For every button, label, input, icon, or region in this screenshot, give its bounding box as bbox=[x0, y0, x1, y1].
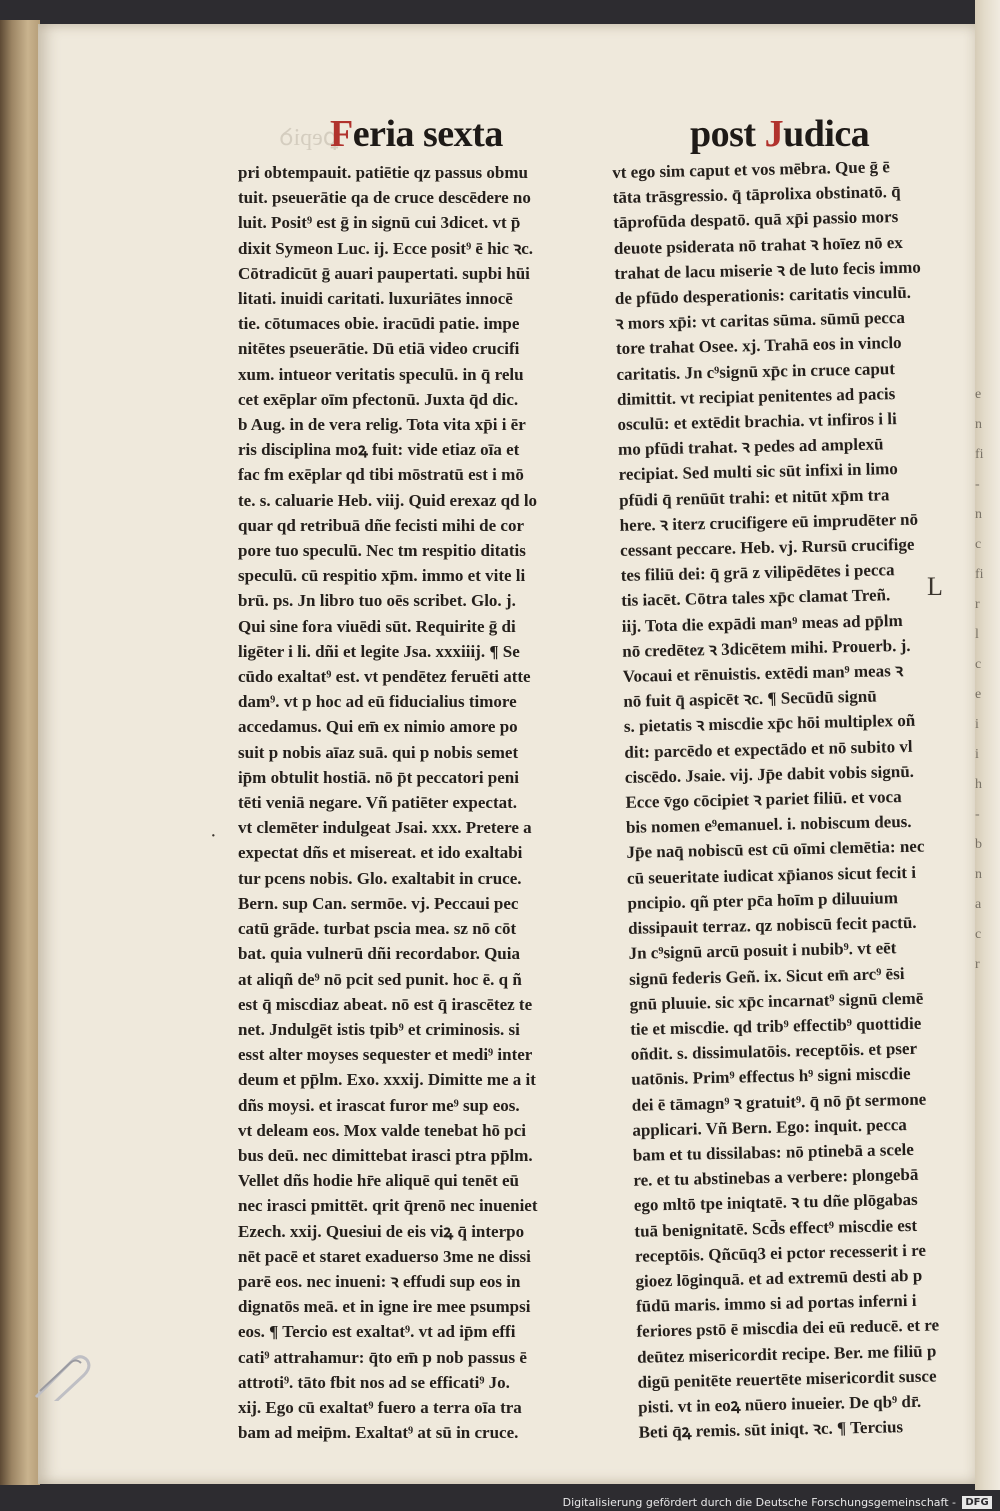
text-line: net. Jndulgēt istis tpib⁹ et criminosis. si bbox=[238, 1019, 520, 1039]
text-line: mo pfūdi trahat. ꝛ pedes ad amplexū bbox=[617, 434, 884, 460]
text-line: uatōnis. Prim⁹ effectus h⁹ signi miscdie bbox=[631, 1064, 911, 1090]
rubric-initial-j: J bbox=[764, 113, 784, 155]
text-line: vt deleam eos. Mox valde tenebat hō pci bbox=[238, 1120, 527, 1140]
dfg-logo: DFG bbox=[962, 1496, 992, 1509]
text-line: gnū pluuie. sic xp̄c incarnat⁹ signū clemē bbox=[629, 988, 924, 1014]
text-line: cet exēplar oīm pfectonū. Juxta q̄d dic. bbox=[238, 389, 519, 409]
text-line: signū federis Geñ. ix. Sicut em̄ arc⁹ ēsi bbox=[628, 963, 905, 989]
text-line: attroti⁹. tāto fbit nos ad se efficati⁹ Jo. bbox=[238, 1372, 510, 1392]
text-line: gioez lōginquā. et ad extremū desti ab p bbox=[635, 1265, 923, 1291]
text-line: deūtez misericordit recipe. Ber. me filiū p bbox=[636, 1341, 937, 1367]
text-line: iij. Tota die expādi man⁹ meas ad pp̄lm bbox=[621, 610, 903, 636]
text-line: dimittit. vt recipiat penitentes ad pacis bbox=[616, 383, 896, 409]
text-line: tāprofūda despatō. quā xp̄i passio mors bbox=[613, 207, 899, 233]
text-line: dissipauit terraz. qz nobiscū fecit pactū. bbox=[627, 912, 917, 938]
text-line: cessant peccare. Heb. vj. Rursū crucifige bbox=[619, 534, 915, 560]
text-line: re. et tu abstinebas a verbere: plongebā bbox=[633, 1164, 919, 1190]
text-column-right bbox=[612, 153, 959, 1445]
text-line: nec irasci pmittēt. qrit q̄renō nec inueniet bbox=[238, 1196, 538, 1216]
text-line: litati. inuidi caritati. luxuriātes innocē bbox=[238, 289, 513, 309]
text-line: ego mltō tpe iniqtatē. ꝛ tu dñe plōgabas bbox=[633, 1190, 918, 1216]
text-line: oñdit. s. dissimulatōis. receptōis. et pser bbox=[630, 1038, 918, 1064]
text-line: xij. Ego cū exaltat⁹ fuero a terra oīa tra bbox=[238, 1397, 522, 1417]
text-line: nō credētez ꝛ 3dicētem mihi. Prouerb. j. bbox=[622, 635, 911, 661]
text-line: bat. quia vulnerū dñi recordabor. Quia bbox=[238, 944, 520, 964]
text-line: bus deū. nec dimittebat irasci ptra pp̄lm. bbox=[238, 1145, 533, 1165]
text-line: speculū. cū respitio xp̄m. immo et vite li bbox=[238, 566, 526, 586]
text-line: dignatōs meā. et in igne ire mee psumpsi bbox=[238, 1297, 531, 1317]
text-line: Jp̄e naq̄ nobiscū est cū oīmi clemētia: nec bbox=[626, 837, 925, 863]
text-line: ip̄m obtulit hostiā. nō p̄t peccatori peni bbox=[238, 767, 519, 787]
text-line: expectat dñs et misereat. et ido exaltabi bbox=[238, 843, 523, 863]
text-line: at aliqñ de⁹ nō pcit sed punit. hoc ē. q ñ bbox=[238, 969, 522, 989]
text-line: tēti veniā negare. Vñ patiēter expectat. bbox=[238, 793, 518, 813]
paperclip-icon bbox=[32, 1345, 92, 1401]
text-line: Qui sine fora viuēdi sūt. Requirite ḡ di bbox=[238, 616, 516, 636]
rubric-initial-f: F bbox=[330, 113, 353, 155]
text-line: ligēter i li. dñi et legite Jsa. xxxiiij. ¶ Se bbox=[238, 641, 520, 661]
text-line: tuā benignitatē. Scd̄s effect⁹ miscdie est bbox=[634, 1215, 918, 1241]
text-line: dit: parcēdo et expectādo et nō subito vl bbox=[624, 736, 913, 762]
text-line: te. s. caluarie Heb. viij. Quid erexaz qd lo bbox=[238, 490, 538, 510]
text-line: tāta trāsgressio. q̄ tāprolixa obstinatō. q̄ bbox=[612, 182, 901, 208]
text-line: est q̄ miscdiaz abeat. nō est q̄ irascētez te bbox=[238, 994, 533, 1014]
text-line: luit. Posit⁹ est ḡ in signū cui 3dicet. vt p̄ bbox=[238, 213, 521, 233]
text-line: pncipio. qñ pter pc̄a hoīm p diluuium bbox=[627, 888, 899, 913]
text-line: pisti. vt in eoꝝ nūero inueier. De qb⁹ dr̄. bbox=[637, 1391, 922, 1417]
text-line: s. pietatis ꝛ miscdie xp̄c hōi multiplex oñ bbox=[623, 711, 916, 737]
text-line: suit p nobis aīaz suā. qui p nobis semet bbox=[238, 742, 519, 762]
text-line: vt clemēter indulgeat Jsai. xxx. Pretere a bbox=[238, 818, 532, 838]
text-line: xum. intueor veritatis speculū. in q̄ relu bbox=[238, 364, 524, 384]
text-line: ris disciplina moꝝ fuit: vide etiaz oīa et bbox=[238, 440, 520, 460]
text-line: dñs moysi. et irascat furor me⁹ sup eos. bbox=[238, 1095, 520, 1115]
text-line: tis iacēt. Cōtra tales xp̄c clamat Treñ. bbox=[621, 585, 891, 611]
text-line: cati⁹ attrahamur: q̄to em̄ p nob passus ē bbox=[238, 1347, 527, 1367]
text-line: de pfūdo desperationis: caritatis vinculū. bbox=[614, 282, 912, 308]
text-line: digū penitēte reuertēte misericordit susce bbox=[637, 1366, 937, 1392]
text-line: Vocaui et rēnuistis. extēdi man⁹ meas ꝛ bbox=[622, 661, 904, 686]
text-line: fūdū maris. immo si ad portas inferni i bbox=[635, 1291, 917, 1316]
text-line: parē eos. nec inueni: ꝛ effudi sup eos in bbox=[238, 1271, 521, 1291]
text-line: cū seueritate iudicat xp̄ianos sicut fecit i bbox=[626, 862, 917, 888]
text-line: feriores pstō ē miscdia dei eū reducē. et re bbox=[636, 1315, 940, 1342]
text-line: receptōis. Qñcūq3 ei pctor recesserit i re bbox=[634, 1240, 927, 1266]
text-line: ciscēdo. Jsaie. vij. Jp̄e dabit vobis signū. bbox=[624, 761, 915, 787]
text-line: quar qd retribuā dñe fecisti mihi de cor bbox=[238, 515, 525, 535]
running-head-right: post Judica bbox=[690, 113, 870, 155]
text-line: vt ego sim caput et vos mēbra. Que ḡ ē bbox=[612, 157, 891, 182]
text-line: bam ad meip̄m. Exaltat⁹ at sū in cruce. bbox=[238, 1423, 519, 1443]
text-line: pri obtempauit. patiētie qz passus obmu bbox=[238, 163, 528, 182]
margin-annotation: L bbox=[927, 572, 943, 601]
text-line: Ecce v̄go cōcipiet ꝛ pariet filiū. et voca bbox=[625, 787, 902, 812]
text-line: nitētes pseuerātie. Dū etiā video crucifi bbox=[238, 339, 520, 359]
text-line: osculū: et extēdit brachia. vt infiros i li bbox=[617, 409, 897, 434]
text-line: deuote psiderata nō trahat ꝛ hoīez nō ex bbox=[613, 232, 903, 258]
text-line: tuit. pseuerātie qa de cruce descēdere no bbox=[238, 188, 531, 208]
text-line: pfūdi q̄ renūūt trahi: et nitūt xp̄m tra bbox=[618, 484, 890, 510]
text-line: esst alter moyses sequester et medi⁹ inter bbox=[238, 1045, 533, 1065]
text-line: dei ē tāmagn⁹ ꝛ gratuit⁹. q̄ nō p̄t sermone bbox=[631, 1089, 927, 1115]
text-line: tur pcens nobis. Glo. exaltabit in cruce. bbox=[238, 868, 522, 888]
text-line: tie et miscdie. qd trib⁹ effectib⁹ quottidie bbox=[630, 1013, 922, 1039]
running-head-left: Feria sexta bbox=[330, 113, 503, 155]
text-line: brū. ps. Jn libro tuo oēs scribet. Glo. j. bbox=[238, 591, 516, 611]
text-line: deum et pp̄lm. Exo. xxxij. Dimitte me a it bbox=[238, 1070, 536, 1090]
text-line: tes filiū dei: q̄ grā z vilipēdētes i pecca bbox=[620, 560, 895, 586]
text-line: caritatis. Jn c⁹signū xp̄c in cruce caput bbox=[616, 358, 896, 384]
text-line: here. ꝛ iterz crucifigere eū imprudēter nō bbox=[619, 509, 919, 535]
text-line: dixit Symeon Luc. ij. Ecce posit⁹ ē hic ꝛc. bbox=[238, 238, 534, 258]
text-line: Bern. sup Can. sermōe. vj. Peccaui pec bbox=[238, 893, 519, 913]
text-column-left bbox=[238, 160, 550, 1445]
text-line: fac fm exēplar qd tibi mōstratū est i mō bbox=[238, 465, 524, 485]
text-line: nō fuit q̄ aspicēt ꝛc. ¶ Secūdū signū bbox=[623, 686, 877, 712]
text-line: Vellet dñs hodie hr̄e aliquē qui tenēt eū bbox=[238, 1171, 520, 1191]
book-page-edge-left bbox=[0, 20, 40, 1485]
text-line: pore tuo speculū. Nec tm respitio ditatis bbox=[238, 541, 526, 561]
text-line: Ezech. xxij. Quesiui de eis viꝝ q̄ interpo bbox=[238, 1221, 525, 1241]
text-line: Cōtradicūt ḡ auari paupertati. supbi hūi bbox=[238, 263, 530, 283]
text-line: cūdo exaltat⁹ est. vt pendētez feruēti atte bbox=[238, 667, 531, 687]
text-line: bis nomen e⁹emanuel. i. nobiscum deus. bbox=[625, 812, 912, 838]
text-line: tore trahat Osee. xj. Trahā eos in vinclo bbox=[615, 333, 902, 359]
text-line: catū grāde. turbat pscia mea. sz nō cōt bbox=[238, 919, 517, 939]
text-line: Jn c⁹signū arcū posuit i nubib⁹. vt eēt bbox=[628, 938, 897, 964]
margin-mark-left: · bbox=[210, 825, 217, 847]
adjacent-page-text: e n fi - n c fi r l c e i i h - b n a c r bbox=[975, 387, 984, 972]
text-line: recipiat. Sed multi sic sūt infixi in limo bbox=[618, 459, 898, 485]
text-line: b Aug. in de vera relig. Tota vita xp̄i i ēr bbox=[238, 415, 526, 435]
text-line: trahat de lacu miserie ꝛ de luto fecis immo bbox=[614, 257, 921, 283]
text-line: accedamus. Qui em̄ ex nimio amore po bbox=[238, 717, 518, 737]
text-line: tie. cōtumaces obie. iracūdi patie. impe bbox=[238, 314, 520, 334]
footer-bar bbox=[0, 1494, 1000, 1511]
text-line: eos. ¶ Tercio est exaltat⁹. vt ad ip̄m effi bbox=[238, 1322, 516, 1342]
text-line: ꝛ mors xp̄i: vt caritas sūma. sūmū pecca bbox=[615, 308, 906, 334]
text-line: nēt pacē et staret exaduerso 3me ne dissi bbox=[238, 1246, 531, 1266]
text-line: dam⁹. vt p hoc ad eū fiducialius timore bbox=[238, 692, 517, 712]
text-line: applicari. Vñ Bern. Ego: inquit. pecca bbox=[632, 1114, 908, 1140]
funding-credit: Digitalisierung gefördert durch die Deutsche Forschungsgemeinschaft - bbox=[562, 1496, 956, 1509]
text-line: Beti q̄ꝝ remis. sūt iniqt. ꝛc. ¶ Tercius bbox=[638, 1417, 904, 1442]
show-through-text: ꝑepiꝺ bbox=[279, 125, 338, 151]
text-line: bam et tu dissilabas: nō ptinebā a scele bbox=[632, 1139, 914, 1165]
